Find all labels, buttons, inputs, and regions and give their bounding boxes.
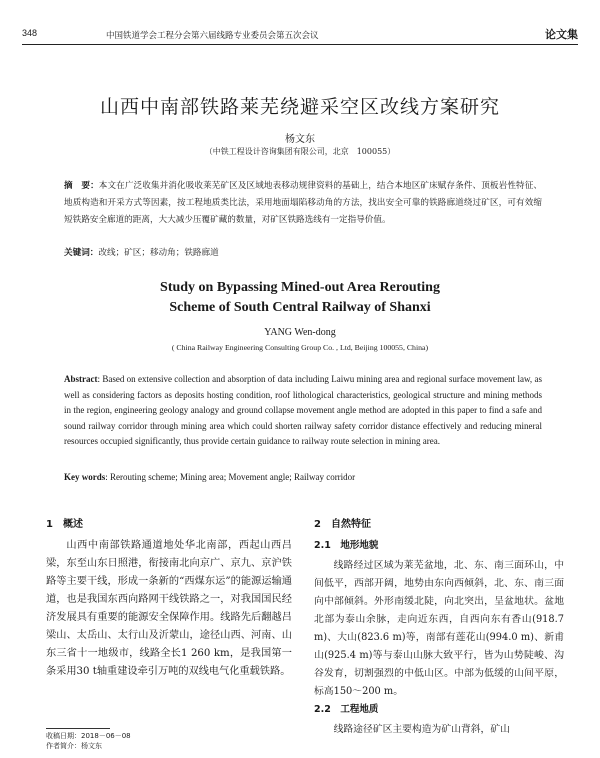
keywords-en-text: : Rerouting scheme; Mining area; Movement angle; Railway corridor [105,472,356,482]
footnote-author-bio: 作者简介：杨文东 [46,742,102,750]
abstract-en-label: Abstract [64,374,98,384]
geology-paragraph: 线路途径矿区主要构造为矿山背斜，矿山 [333,724,510,735]
abstract-en [64,372,542,450]
keywords-en [64,472,542,482]
abstract-cn-label: 摘 要： [64,181,99,191]
author-cn: 杨文东 [285,134,315,145]
subsection-heading-terrain: 2.1 地形地貌 [314,540,379,551]
keywords-en-label: Key words [64,472,106,482]
section-heading-natural-features: 2 自然特征 [314,519,371,530]
page-number: 348 [22,28,38,38]
left-column [46,515,292,681]
paper-title-en-line1: Study on Bypassing Mined-out Area Rerouting [160,280,440,295]
overview-paragraph: 山西中南部铁路通道地处华北南部，西起山西吕梁，东至山东日照港，衔接南北向京广、京九、京沪铁路等主要干线，形成一条新的“西煤东运”的能源运输通道，也是我国东西向路网干线铁路之一，对我国国民经济发展具有重要的能源安全保障作用。线路先后翻越吕梁山、太岳山、太行山及沂蒙山，途径山西、河南、山东三省十一地级市，线路全长1 260 km，是我国第一条采用30 t轴重建设牵引万吨的双线电气化重载铁路。 [46,540,292,677]
header-rule [22,44,578,45]
author-en: YANG Wen-dong [264,327,336,338]
keywords-cn-label: 关键词： [64,248,99,258]
running-header [22,26,578,44]
abstract-en-text: : Based on extensive collection and absorption of data including Laiwu mining area and regional surface movement law, as well as considering factors as deposits hosting condition, roof lithological characteristics, geological structure and mining methods in the region, engineering geology analogy and ground collapse movement angle method are adopted in this paper to find a safe and sound railway corridor through mining area which could shorten railway safety corridor distance effectively and reducing mineral resources occupied significantly, thus provide certain guidance to railway route selection in mining area. [64,374,542,447]
abstract-cn [64,178,542,229]
paper-title-en-line2: Scheme of South Central Railway of Shanxi [169,300,431,315]
right-column [314,515,564,739]
keywords-cn-text: 改线；矿区；移动角；铁路廊道 [98,248,219,258]
section-tag: 论文集 [545,28,578,41]
subsection-heading-geology: 2.2 工程地质 [314,704,379,715]
footnote-rule [46,728,110,729]
affiliation-en: ( China Railway Engineering Consulting Group Co. , Ltd, Beijing 100055, China) [171,343,429,352]
paper-title-cn: 山西中南部铁路莱芜绕避采空区改线方案研究 [99,96,500,118]
footnote [46,731,131,751]
terrain-paragraph: 线路经过区域为莱芜盆地，北、东、南三面环山，中间低平，西部开阔，地势由东向西倾斜，北、东、南三面向中部倾斜。外形南缓北陡，向北突出，呈盆地状。盆地北部为泰山余脉，走向近东西，自西向东有香山(918.7 m)、大山(823.6 m)等，南部有莲花山(994.0 m)、新甫山(925.4 m)等与泰山山脉大致平行，皆为山势陡峻、沟谷发育，切割强烈的中低山区。中部为低缓的山间平原，标高150～200 m。 [314,560,564,697]
abstract-cn-text: 本文在广泛收集并消化吸收莱芜矿区及区域地表移动规律资料的基础上，结合本地区矿床赋存条件、顶板岩性特征、地质构造和开采方式等因素，按工程地质类比法，采用地面塌陷移动角的方法，找出安全可靠的铁路廊道绕过矿区，可有效缩短铁路安全廊道的距离，大大减少压覆矿藏的数量，对矿区铁路选线有一定指导价值。 [64,181,542,225]
footnote-received-date: 收稿日期：2018－06－08 [46,732,131,740]
paper-title-en [0,278,600,318]
affiliation-cn: （中铁工程设计咨询集团有限公司，北京 100055） [204,147,396,156]
keywords-cn [64,246,542,258]
conference-name: 中国铁道学会工程分会第六届线路专业委员会第五次会议 [106,31,319,41]
section-heading-overview: 1 概述 [46,519,83,530]
